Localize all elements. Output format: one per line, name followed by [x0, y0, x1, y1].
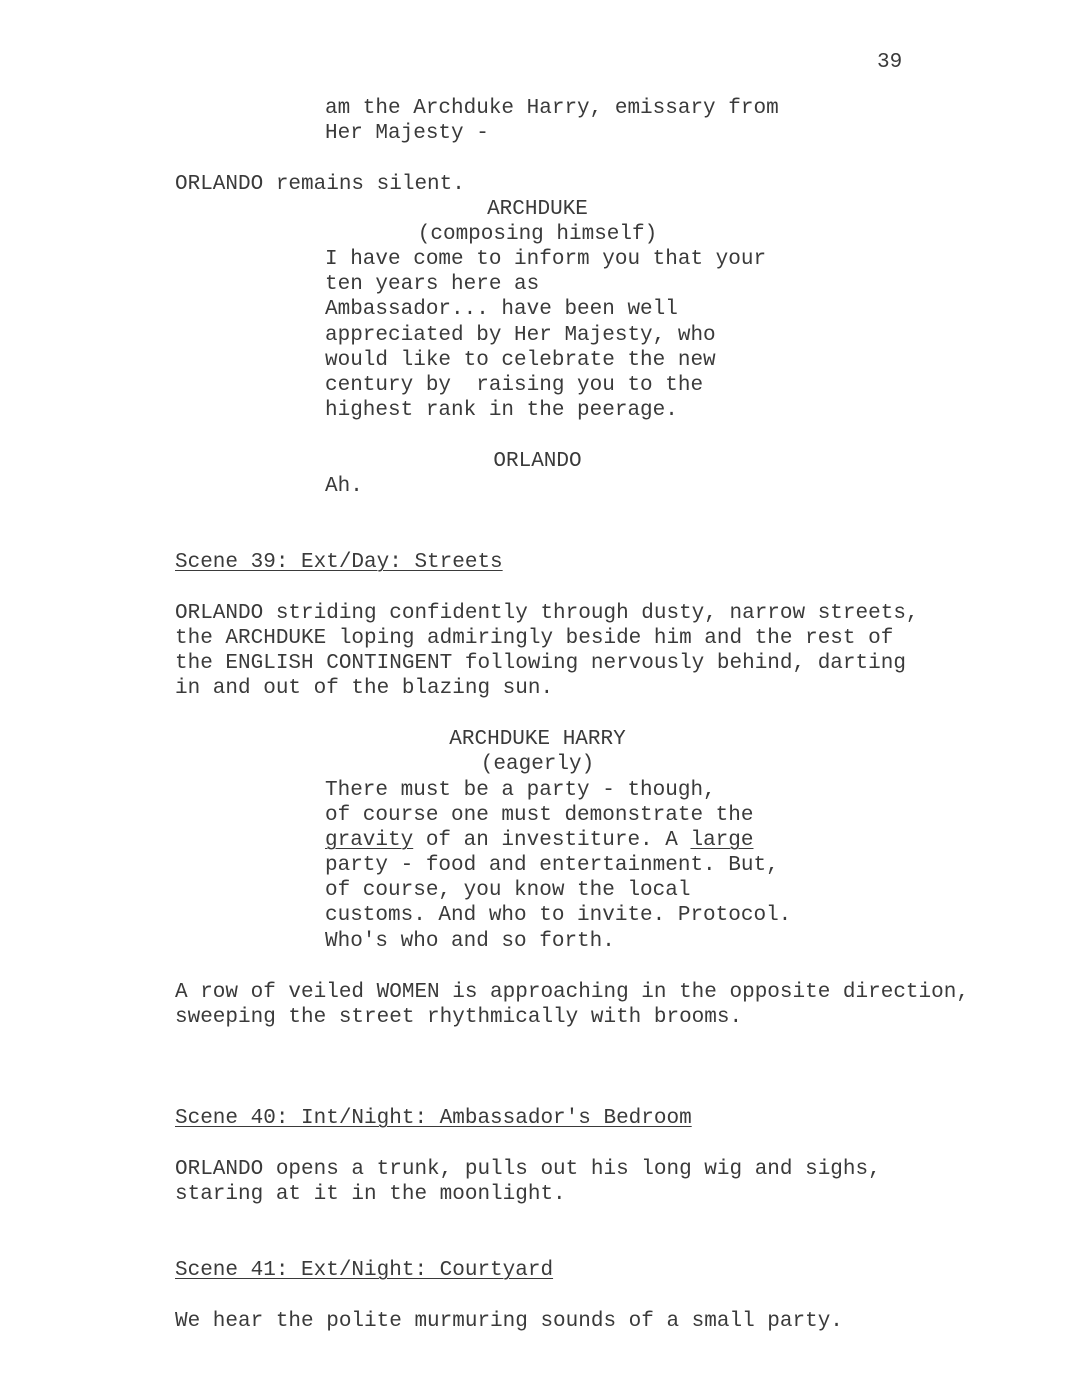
action-line: A row of veiled WOMEN is approaching in the opposite direction,	[175, 981, 969, 1004]
action-line: We hear the polite murmuring sounds of a small party.	[175, 1310, 843, 1333]
dialogue-line: am the Archduke Harry, emissary from	[325, 97, 779, 120]
action-line: sweeping the street rhythmically with brooms.	[175, 1006, 743, 1029]
dialogue-line: I have come to inform you that your	[325, 248, 767, 271]
action-line: staring at it in the moonlight.	[175, 1183, 566, 1206]
dialogue-line: There must be a party - though,	[325, 779, 716, 802]
scene-heading: Scene 40: Int/Night: Ambassador's Bedroom	[175, 1107, 692, 1130]
scene-heading: Scene 41: Ext/Night: Courtyard	[175, 1259, 554, 1282]
dialogue-line: appreciated by Her Majesty, who	[325, 324, 716, 347]
underlined-word: large	[690, 829, 754, 852]
action-line: ORLANDO striding confidently through dusty, narrow streets,	[175, 602, 919, 625]
dialogue-line: of course, you know the local	[325, 879, 691, 902]
dialogue-line: Ah.	[325, 475, 363, 498]
dialogue-line: highest rank in the peerage.	[325, 399, 678, 422]
dialogue-line: Her Majesty -	[325, 122, 489, 145]
dialogue-line: Who's who and so forth.	[325, 930, 615, 953]
dialogue-line	[325, 828, 753, 853]
dialogue-line: customs. And who to invite. Protocol.	[325, 904, 792, 927]
dialogue-line: ten years here as	[325, 273, 540, 296]
dialogue-line: party - food and entertainment. But,	[325, 854, 779, 877]
dialogue-text: of an investiture. A	[413, 829, 691, 852]
parenthetical: (eagerly)	[480, 753, 595, 776]
dialogue-line: century by raising you to the	[325, 374, 704, 397]
action-line: ORLANDO remains silent.	[175, 173, 465, 196]
dialogue-line: Ambassador... have been well	[325, 298, 678, 321]
action-line: ORLANDO opens a trunk, pulls out his long wig and sighs,	[175, 1158, 881, 1181]
page-number: 39	[877, 51, 903, 74]
underlined-word: gravity	[325, 829, 414, 852]
parenthetical: (composing himself)	[417, 223, 658, 246]
dialogue-line: would like to celebrate the new	[325, 349, 716, 372]
action-line: the ARCHDUKE loping admiringly beside him and the rest of	[175, 627, 894, 650]
character-name: ORLANDO	[493, 450, 582, 473]
character-name: ARCHDUKE HARRY	[449, 728, 626, 751]
scene-heading: Scene 39: Ext/Day: Streets	[175, 551, 503, 574]
action-line: in and out of the blazing sun.	[175, 677, 554, 700]
character-name: ARCHDUKE	[487, 198, 588, 221]
dialogue-line: of course one must demonstrate the	[325, 804, 754, 827]
action-line: the ENGLISH CONTINGENT following nervously behind, darting	[175, 652, 906, 675]
